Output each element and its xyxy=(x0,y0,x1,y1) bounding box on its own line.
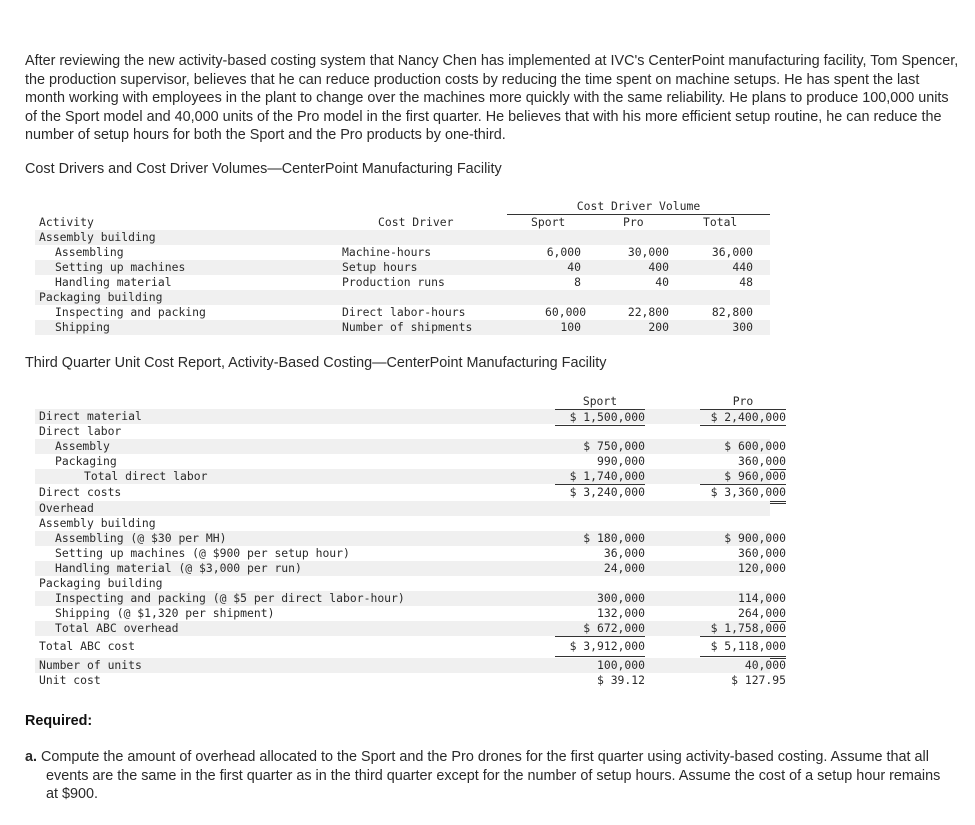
row-unit-cost: Unit cost $ 39.12 $ 127.95 xyxy=(39,673,786,687)
pro-volume: 40 xyxy=(655,275,669,289)
sport-volume: 60,000 xyxy=(545,305,587,319)
total-volume: 48 xyxy=(739,275,753,289)
row-total-direct-labor: Total direct labor $ 1,740,000 $ 960,000 xyxy=(35,469,770,484)
driver-row xyxy=(35,305,770,320)
pro-volume: 400 xyxy=(648,260,669,274)
driver-row xyxy=(35,230,770,245)
col-activity: Activity xyxy=(39,215,94,229)
row-total-abc-overhead: Total ABC overhead $ 672,000 $ 1,758,000 xyxy=(35,621,770,636)
activity-label: Setting up machines xyxy=(55,260,186,274)
col-pro: Pro xyxy=(732,394,754,408)
report-heading: Third Quarter Unit Cost Report, Activity-Based Costing—CenterPoint Manufacturing Facility xyxy=(25,355,607,371)
pro-volume: 22,800 xyxy=(627,305,669,319)
intro-paragraph: After reviewing the new activity-based costing system that Nancy Chen has implemented at IVC's CenterPoint manufacturing facility, Tom Spencer, the production supervisor, believes that he can reduce production costs by reducing the time spent on machine setups. He has spent the last month working with employees in the plant to change over the machines more quickly with the same reliability. He plans to produce 100,000 units of the Sport model and 40,000 units of the Pro model in the first quarter. He believes that with his more efficient setup routine, he can reduce the number of setup hours for both the Sport and the Pro products by one-third. xyxy=(25,53,959,143)
driver-row xyxy=(35,320,770,335)
total-volume: 36,000 xyxy=(711,245,753,259)
driver-label: Number of shipments xyxy=(342,320,473,334)
pro-volume: 30,000 xyxy=(627,245,669,259)
total-volume: 82,800 xyxy=(711,305,753,319)
required-label: Required: xyxy=(25,713,93,729)
driver-row xyxy=(35,260,770,275)
row-assembly-building: Assembly building xyxy=(39,516,156,530)
driver-label: Direct labor-hours xyxy=(342,305,466,319)
activity-label: Assembly building xyxy=(39,230,156,244)
sport-volume: 6,000 xyxy=(546,245,581,259)
col-sport: Sport xyxy=(582,394,618,408)
row-shipping: Shipping (@ $1,320 per shipment) 132,000 264,000 xyxy=(55,606,786,620)
total-volume: 300 xyxy=(732,320,753,334)
row-packaging: Packaging 990,000 360,000 xyxy=(55,454,786,468)
driver-row xyxy=(35,245,770,260)
row-setting-up: Setting up machines (@ $900 per setup hour) 36,000 360,000 xyxy=(55,546,786,560)
row-number-of-units: Number of units 100,000 40,000 xyxy=(35,658,770,673)
activity-label: Shipping xyxy=(55,320,110,334)
unit-cost-report-table xyxy=(35,394,786,688)
drivers-table-heading: Cost Drivers and Cost Driver Volumes—CenterPoint Manufacturing Facility xyxy=(25,161,502,177)
pro-volume: 200 xyxy=(648,320,669,334)
activity-label: Assembling xyxy=(55,245,124,259)
col-total: Total xyxy=(703,215,738,229)
row-packaging-building: Packaging building xyxy=(39,576,163,590)
row-overhead: Overhead xyxy=(35,501,770,516)
driver-row xyxy=(35,275,770,290)
part-a-question xyxy=(25,748,945,804)
sport-volume: 8 xyxy=(574,275,581,289)
row-total-abc-cost: Total ABC cost $ 3,912,000 $ 5,118,000 xyxy=(35,636,770,656)
activity-label: Handling material xyxy=(55,275,172,289)
col-cost-driver: Cost Driver xyxy=(378,215,454,229)
sport-volume: 40 xyxy=(567,260,581,274)
part-a-text: Compute the amount of overhead allocated to the Sport and the Pro drones for the first quarter using activity-based costing. Assume that all events are the same in the first quarter as in the third quarter except for the number of setup hours. Assume the cost of a setup hour remains at $900. xyxy=(41,749,941,802)
activity-label: Packaging building xyxy=(39,290,163,304)
cost-driver-volume-header: Cost Driver Volume xyxy=(507,199,770,215)
driver-label: Production runs xyxy=(342,275,445,289)
row-direct-labor: Direct labor xyxy=(39,424,122,438)
sport-volume: 100 xyxy=(560,320,581,334)
driver-row xyxy=(35,290,770,305)
cost-driver-table xyxy=(35,199,770,335)
total-volume: 440 xyxy=(732,260,753,274)
driver-label: Setup hours xyxy=(342,260,418,274)
row-direct-costs: Direct costs $ 3,240,000 $ 3,360,000 xyxy=(35,484,770,501)
row-handling: Handling material (@ $3,000 per run) 24,000 120,000 xyxy=(35,561,770,576)
col-sport: Sport xyxy=(531,215,566,229)
driver-label: Machine-hours xyxy=(342,245,432,259)
row-assembly: Assembly $ 750,000 $ 600,000 xyxy=(35,439,770,454)
activity-label: Inspecting and packing xyxy=(55,305,206,319)
row-inspecting: Inspecting and packing (@ $5 per direct labor-hour) 300,000 114,000 xyxy=(35,591,770,606)
part-a-label: a. xyxy=(25,749,38,765)
row-assembling: Assembling (@ $30 per MH) $ 180,000 $ 900,000 xyxy=(35,531,770,546)
col-pro: Pro xyxy=(623,215,644,229)
row-direct-material: Direct material $ 1,500,000 $ 2,400,000 xyxy=(35,409,770,424)
